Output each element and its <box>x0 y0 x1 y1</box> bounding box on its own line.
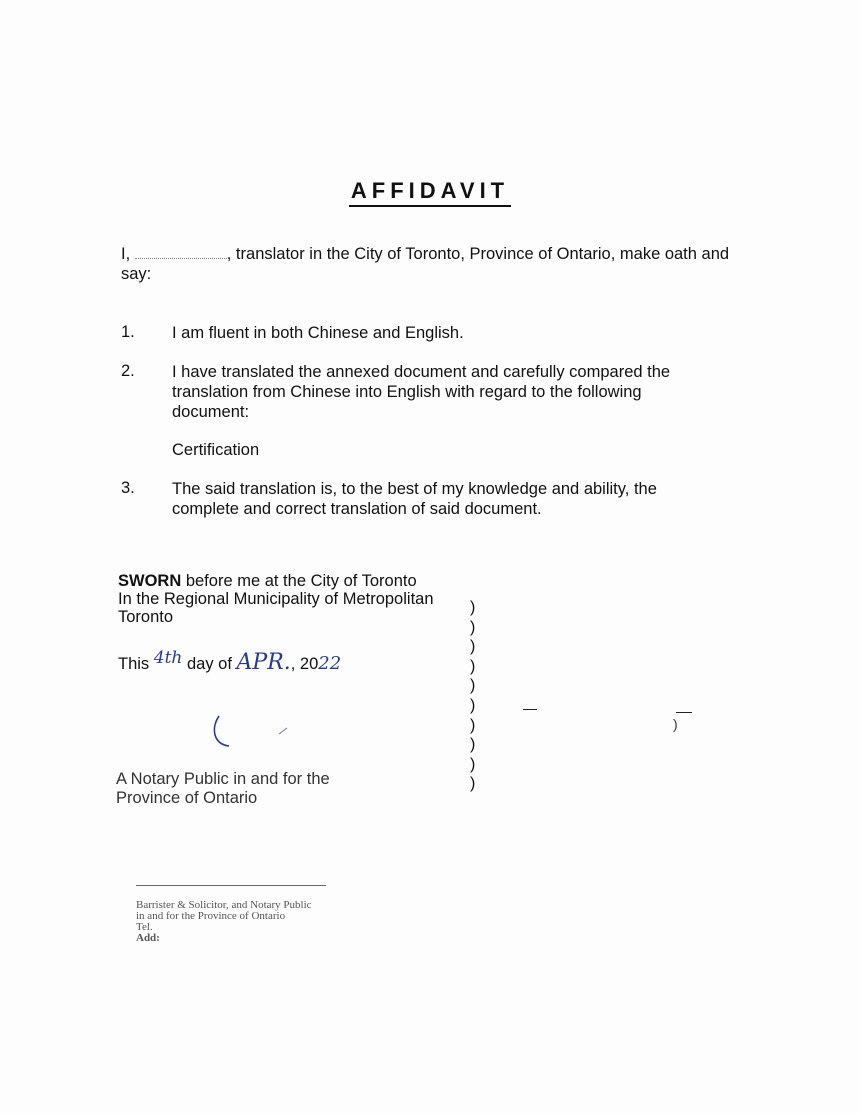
intro-paragraph: I, , translator in the City of Toronto, Province of Ontario, make oath and say: <box>121 245 730 283</box>
notary-stamp: Barrister & Solicitor, and Notary Public in and for the Province of Ontario Tel. Add: <box>136 885 346 944</box>
handwritten-year: 22 <box>318 653 342 674</box>
stamp-top-rule <box>136 885 326 886</box>
document-title: AFFIDAVIT <box>0 178 860 204</box>
item-1-number: 1. <box>121 323 135 341</box>
sworn-label: SWORN <box>118 572 182 590</box>
handwritten-month: APR. <box>236 650 291 675</box>
item-2-text: I have translated the annexed document and carefully compared the translation from Chinese into English with regard to the following document: <box>172 363 671 421</box>
redacted-name <box>135 250 227 259</box>
item-1-text: I am fluent in both Chinese and English. <box>172 324 464 342</box>
notary-caption: A Notary Public in and for the Province of Ontario <box>116 770 330 807</box>
item-3-number: 3. <box>121 479 135 497</box>
sworn-block: SWORN before me at the City of Toronto In the Regional Municipality of Metropolitan Toronto <box>118 572 434 626</box>
deponent-signature-line-left <box>523 709 537 710</box>
signature-mark: ) <box>673 716 678 732</box>
date-line: This 4th day of APR., 2022 <box>118 648 342 675</box>
handwritten-day: 4th <box>153 648 183 668</box>
item-2-number: 2. <box>121 362 135 380</box>
item-3-text: The said translation is, to the best of my knowledge and ability, the complete and correct translation of said document. <box>172 480 657 518</box>
document-name: Certification <box>172 441 260 459</box>
notary-signature <box>205 710 295 755</box>
deponent-signature-line-right <box>676 712 692 713</box>
bracket-column: ) ) ) ) ) ) ) ) ) ) <box>470 599 476 793</box>
